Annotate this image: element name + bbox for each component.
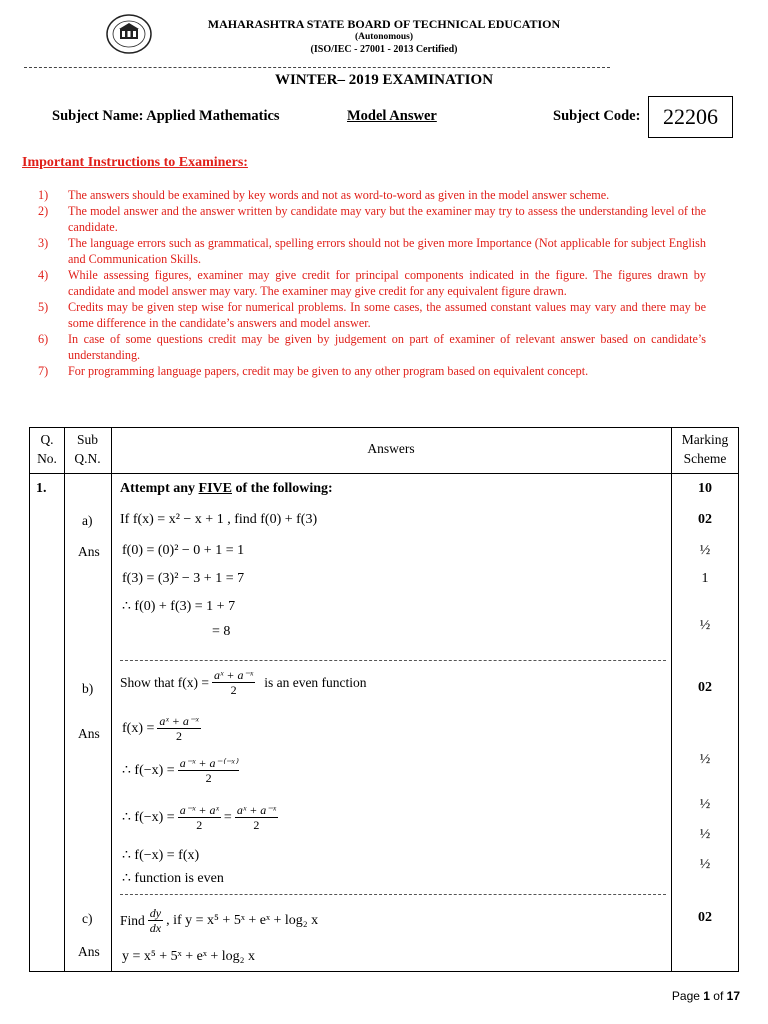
answer-table: [29, 427, 739, 972]
autonomous-label: (Autonomous): [354, 32, 414, 42]
step-mark: ½: [699, 543, 711, 558]
step-mark: ½: [699, 857, 711, 872]
instructions-title: Important Instructions to Examiners:: [22, 155, 248, 170]
answer-line: f(3) = (3)² − 3 + 1 = 7: [122, 571, 245, 586]
ans-label: Ans: [78, 944, 100, 959]
instruction-item: 5) Credits may be given step wise for numerical problems. In some cases, the assumed constant values may vary and there may be some difference in the candidate’s answers and model answer.: [38, 300, 706, 330]
subq-label-c: c): [82, 911, 93, 926]
instructions-list: [38, 187, 706, 379]
board-name: MAHARASHTRA STATE BOARD OF TECHNICAL EDUCATION: [207, 17, 561, 31]
col-divider: [671, 428, 672, 971]
separator: [120, 894, 666, 895]
instruction-item: 4) While assessing figures, examiner may give credit for principal components indicated in the figure. The figures drawn by candidate and model answer may vary. The examiner may give credit for any equivalent figure drawn.: [38, 268, 706, 298]
instruction-item: 2) The model answer and the answer written by candidate may vary but the examiner may try to assess the understanding level of the candidate.: [38, 204, 706, 234]
subq-b-marks: 02: [698, 680, 712, 695]
col-divider: [111, 428, 112, 971]
question-title: Attempt any FIVE of the following:: [120, 481, 333, 496]
answer-line: ∴ f(0) + f(3) = 1 + 7: [122, 599, 236, 614]
step-mark: ½: [699, 797, 711, 812]
subq-c-question: Find $\frac{dy}{dx}$ , if y = x⁵ + 5ˣ + eˣ + log₂ x: [120, 906, 319, 935]
ans-label: Ans: [78, 544, 100, 559]
answer-line: ∴ function is even: [122, 871, 224, 886]
answer-line: y = x⁵ + 5ˣ + eˣ + log₂ x: [122, 949, 256, 964]
step-mark: ½: [699, 752, 711, 767]
model-answer-label: Model Answer: [347, 108, 437, 124]
step-mark: ½: [699, 827, 711, 842]
step-mark: ½: [699, 618, 711, 633]
instruction-item: 3) The language errors such as grammatical, spelling errors should not be given more Importance (Not applicable for subject English and Communication Skills.: [38, 236, 706, 266]
ans-label: Ans: [78, 726, 100, 741]
question-number: 1.: [36, 481, 47, 496]
step-mark: 1: [701, 571, 709, 586]
answer-line: ∴ f(−x) = $\frac{\text{a⁻ˣ + a⁻⁽⁻ˣ⁾}}{2}$: [122, 756, 238, 785]
col-header-q-no: Q. No.: [37, 432, 57, 466]
answer-line: ∴ f(−x) = $\frac{\text{a⁻ˣ + aˣ}}{2}$ = $\frac{\text{aˣ + a⁻ˣ}}{2}$: [122, 803, 277, 832]
answer-line: = 8: [212, 624, 231, 639]
subq-b-question: Show that f(x) = $\frac{\text{aˣ + a⁻ˣ}}{2}$ is an even function: [120, 668, 367, 697]
iso-certification: (ISO/IEC - 27001 - 2013 Certified): [310, 44, 458, 55]
col-header-marking: Marking Scheme: [681, 432, 729, 466]
exam-title: WINTER– 2019 EXAMINATION: [274, 72, 494, 88]
subq-label-b: b): [82, 681, 94, 696]
subq-a-marks: 02: [698, 512, 712, 527]
separator: [120, 660, 666, 661]
subq-c-marks: 02: [698, 910, 712, 925]
header-divider: [24, 67, 610, 68]
col-header-answers: Answers: [367, 441, 415, 456]
page-number: Page 1 of 17: [671, 989, 740, 1003]
answer-line: ∴ f(−x) = f(x): [122, 848, 200, 863]
col-header-sub-qn: Sub Q.N.: [74, 432, 101, 466]
answer-line: f(x) = $\frac{\text{aˣ + a⁻ˣ}}{2}$: [122, 714, 199, 743]
col-divider: [64, 428, 65, 971]
question-marks: 10: [698, 481, 712, 496]
subq-label-a: a): [82, 513, 93, 528]
header-row-divider: [30, 473, 738, 474]
instruction-item: 7) For programming language papers, credit may be given to any other program based on equivalent concept.: [38, 364, 589, 378]
subject-code-box: 22206: [648, 96, 733, 138]
subject-code-label: Subject Code:: [553, 108, 641, 124]
instruction-item: 6) In case of some questions credit may be given by judgement on part of examiner of relevant answer based on candidate’s understanding.: [38, 332, 706, 362]
answer-line: f(0) = (0)² − 0 + 1 = 1: [122, 543, 245, 558]
subq-a-question: If f(x) = x² − x + 1 , find f(0) + f(3): [120, 512, 318, 527]
subject-name: Subject Name: Applied Mathematics: [52, 108, 280, 124]
instruction-item: 1) The answers should be examined by key words and not as word-to-word as given in the model answer scheme.: [38, 188, 610, 202]
